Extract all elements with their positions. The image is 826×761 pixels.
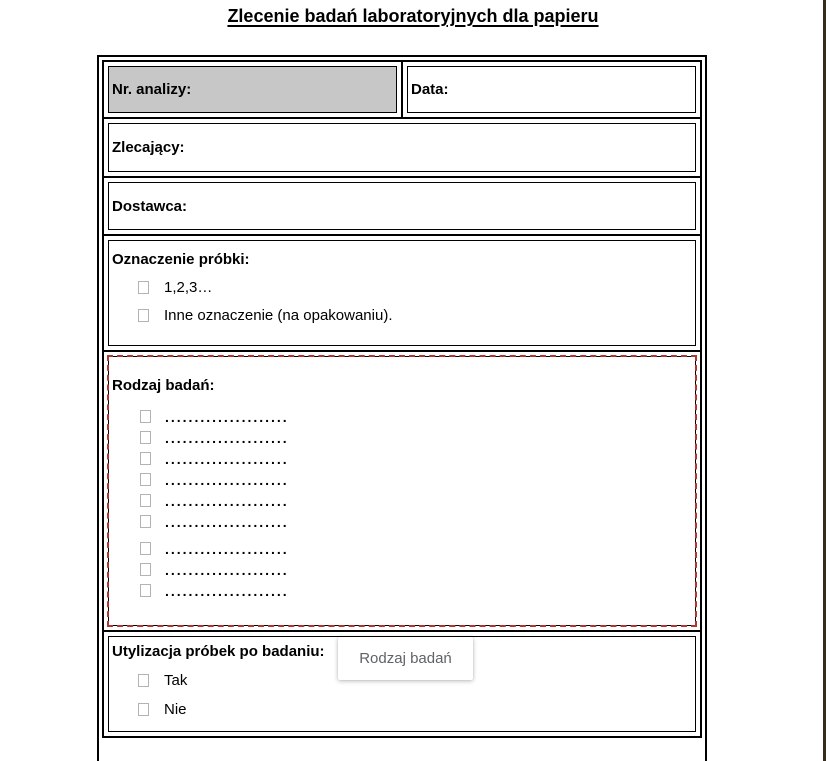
cell-nr-analizy bbox=[103, 61, 402, 118]
form-row-header bbox=[103, 61, 701, 118]
checkbox-icon[interactable] bbox=[138, 674, 149, 687]
dostawca-label: Dostawca: bbox=[112, 197, 188, 215]
list-item bbox=[138, 307, 692, 324]
dostawca-field[interactable] bbox=[108, 182, 696, 230]
zlecajacy-field[interactable] bbox=[108, 123, 696, 172]
list-item bbox=[140, 511, 692, 532]
checkbox-icon[interactable] bbox=[140, 431, 151, 444]
list-item-label: Inne oznaczenie (na opakowaniu). bbox=[164, 307, 393, 324]
list-item bbox=[138, 701, 692, 718]
checkbox-icon[interactable] bbox=[140, 515, 151, 528]
dotted-line: ..................... bbox=[165, 429, 289, 446]
checkbox-icon[interactable] bbox=[138, 703, 149, 716]
form-row-rodzaj bbox=[103, 351, 701, 631]
checkbox-icon[interactable] bbox=[140, 542, 151, 555]
nr-analizy-label: Nr. analizy: bbox=[112, 81, 192, 98]
list-item-label: 1,2,3… bbox=[164, 279, 213, 296]
page-title-text: Zlecenie badań laboratoryjnych dla papieru bbox=[227, 6, 599, 26]
list-item bbox=[140, 538, 692, 559]
rodzaj-list bbox=[112, 406, 692, 601]
page-title bbox=[0, 6, 826, 27]
list-item bbox=[140, 580, 692, 601]
checkbox-icon[interactable] bbox=[140, 494, 151, 507]
form-row-dostawca bbox=[103, 177, 701, 235]
list-item bbox=[140, 427, 692, 448]
nr-analizy-field[interactable] bbox=[108, 66, 397, 113]
list-item bbox=[140, 406, 692, 427]
dotted-line: ..................... bbox=[165, 513, 289, 530]
checkbox-icon[interactable] bbox=[140, 584, 151, 597]
list-item bbox=[140, 559, 692, 580]
dotted-line: ..................... bbox=[165, 471, 289, 488]
zlecajacy-label: Zlecający: bbox=[112, 139, 185, 156]
checkbox-icon[interactable] bbox=[138, 309, 149, 322]
cell-rodzaj bbox=[103, 351, 701, 631]
dotted-line: ..................... bbox=[165, 561, 289, 578]
oznaczenie-heading: Oznaczenie próbki: bbox=[112, 251, 250, 268]
cell-data bbox=[402, 61, 701, 118]
cell-oznaczenie bbox=[103, 235, 701, 351]
dotted-line: ..................... bbox=[165, 450, 289, 467]
list-item-label: Tak bbox=[164, 672, 188, 689]
tooltip bbox=[338, 637, 473, 680]
checkbox-icon[interactable] bbox=[140, 563, 151, 576]
dotted-line: ..................... bbox=[165, 492, 289, 509]
list-item bbox=[140, 469, 692, 490]
list-item bbox=[140, 448, 692, 469]
dotted-line: ..................... bbox=[165, 408, 289, 425]
checkbox-icon[interactable] bbox=[140, 452, 151, 465]
dotted-line: ..................... bbox=[165, 540, 289, 557]
tooltip-text: Rodzaj badań bbox=[359, 650, 452, 667]
list-item bbox=[138, 279, 692, 296]
data-field[interactable] bbox=[407, 66, 696, 113]
oznaczenie-section[interactable] bbox=[108, 240, 696, 346]
dotted-line: ..................... bbox=[165, 582, 289, 599]
rodzaj-heading: Rodzaj badań: bbox=[112, 377, 215, 394]
data-label: Data: bbox=[411, 81, 449, 98]
utylizacja-heading: Utylizacja próbek po badaniu: bbox=[112, 643, 325, 660]
checkbox-icon[interactable] bbox=[138, 281, 149, 294]
rodzaj-section-highlighted[interactable] bbox=[108, 356, 696, 626]
form-row-oznaczenie bbox=[103, 235, 701, 351]
cell-zlecajacy bbox=[103, 118, 701, 177]
checkbox-icon[interactable] bbox=[140, 410, 151, 423]
checkbox-icon[interactable] bbox=[140, 473, 151, 486]
form-row-zlecajacy bbox=[103, 118, 701, 177]
list-item bbox=[140, 490, 692, 511]
list-item-label: Nie bbox=[164, 701, 187, 718]
cell-dostawca bbox=[103, 177, 701, 235]
